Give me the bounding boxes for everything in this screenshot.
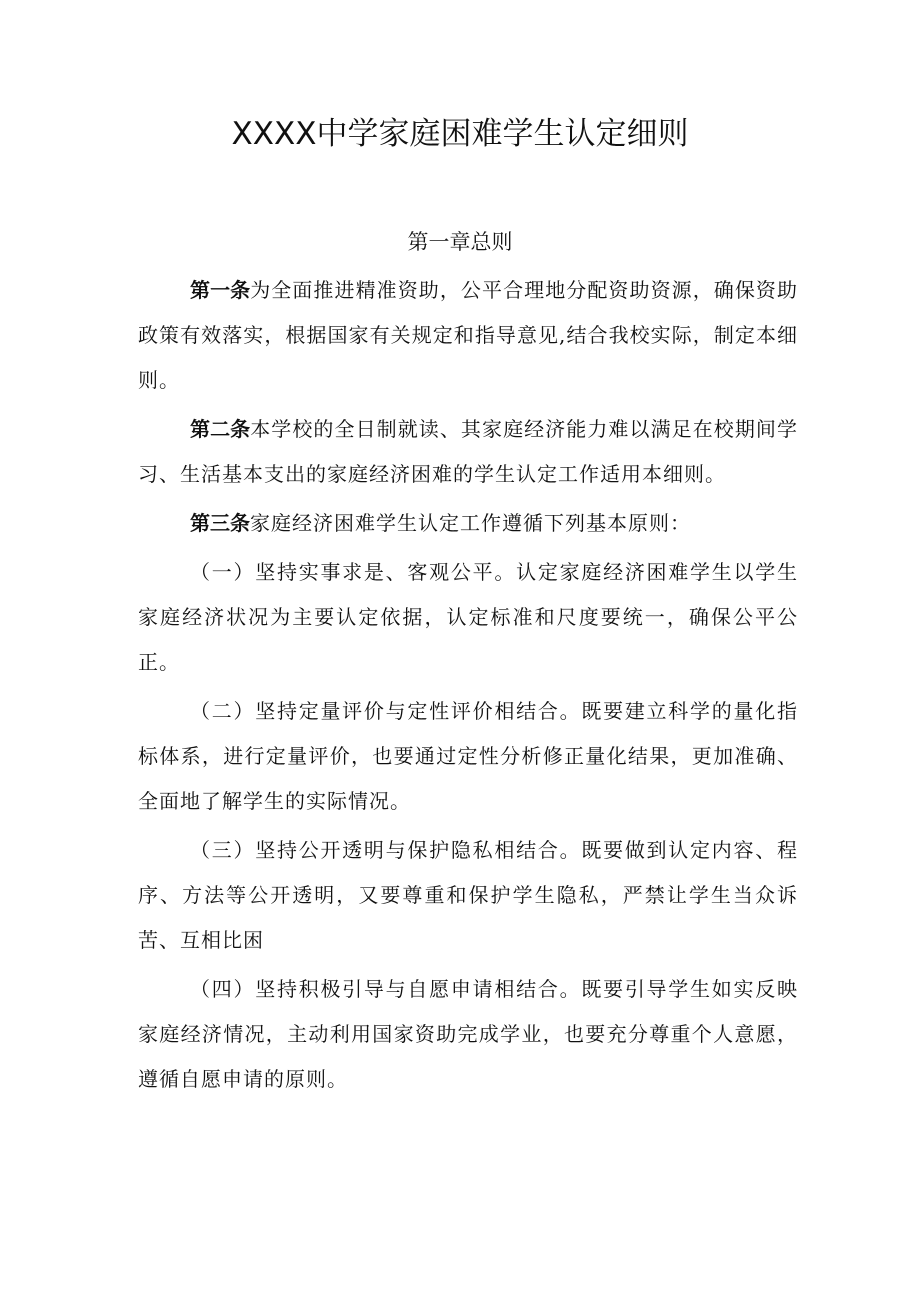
article-2-text: 本学校的全日制就读、其家庭经济能力难以满足在校期间学习、生活基本支出的家庭经济困难的学生认定工作适用本细则。 (138, 417, 799, 486)
principle-1-paragraph (138, 550, 798, 685)
article-1-paragraph (138, 268, 798, 403)
article-2-label: 第二条 (190, 417, 251, 441)
principle-3-text: （三）坚持公开透明与保护隐私相结合。既要做到认定内容、程序、方法等公开透明，又要尊重和保护学生隐私，严禁让学生当众诉苦、互相比困 (138, 838, 798, 952)
principle-4-text: （四）坚持积极引导与自愿申请相结合。既要引导学生如实反映家庭经济情况，主动利用国家资助完成学业，也要充分尊重个人意愿，遵循自愿申请的原则。 (138, 977, 798, 1091)
article-2-paragraph (138, 407, 798, 497)
article-3-paragraph (138, 501, 798, 546)
principle-3-paragraph (138, 828, 798, 963)
article-3-label: 第三条 (190, 511, 250, 535)
article-1-text: 为全面推进精准资助，公平合理地分配资助资源，确保资助政策有效落实，根据国家有关规定和指导意见,结合我校实际，制定本细则。 (138, 278, 799, 392)
principle-1-text: （一）坚持实事求是、客观公平。认定家庭经济困难学生以学生家庭经济状况为主要认定依据，认定标准和尺度要统一，确保公平公正。 (138, 560, 798, 674)
principle-2-paragraph (138, 689, 798, 824)
article-3-text: 家庭经济困难学生认定工作遵循下列基本原则： (250, 511, 691, 535)
document-title: XXXX中学家庭困难学生认定细则 (231, 116, 689, 152)
document-body (138, 268, 798, 1102)
principle-4-paragraph (138, 967, 798, 1102)
principle-2-text: （二）坚持定量评价与定性评价相结合。既要建立科学的量化指标体系，进行定量评价，也要通过定性分析修正量化结果，更加准确、全面地了解学生的实际情况。 (138, 699, 798, 813)
article-1-label: 第一条 (190, 278, 251, 302)
chapter-heading: 第一章总则 (407, 230, 513, 254)
